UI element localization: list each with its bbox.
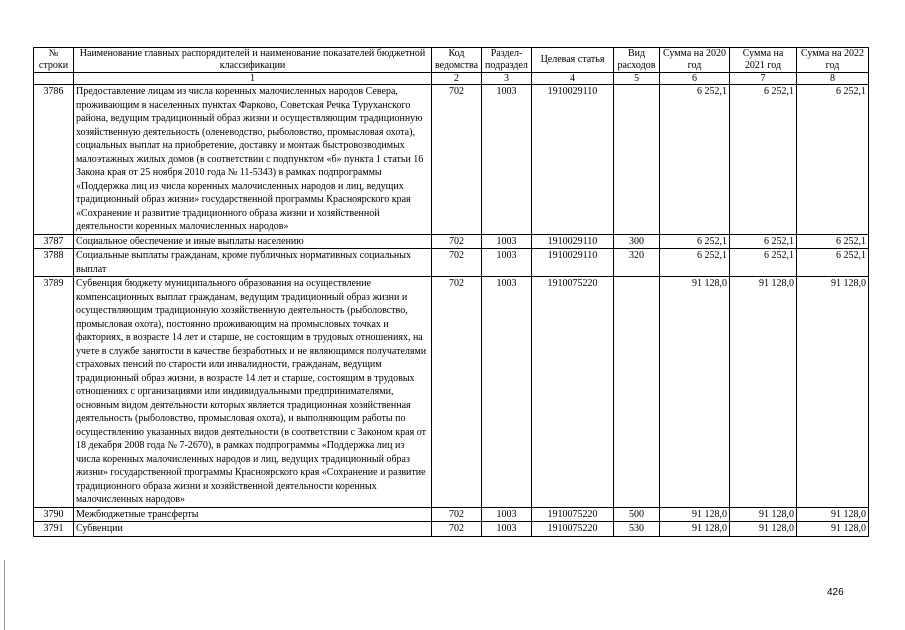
row-target-article: 1910029110 xyxy=(532,85,614,235)
row-expense-type: 530 xyxy=(614,522,660,537)
header-sum-2022: Сумма на 2022 год xyxy=(797,48,869,73)
row-dept-code: 702 xyxy=(432,277,482,508)
table-row xyxy=(34,507,869,522)
page-number: 426 xyxy=(827,587,844,598)
header-section: Раздел-подраздел xyxy=(482,48,532,73)
column-number-row xyxy=(34,73,869,85)
row-name: Социальные выплаты гражданам, кроме публичных нормативных социальных выплат xyxy=(74,249,432,277)
row-dept-code: 702 xyxy=(432,522,482,537)
row-name: Межбюджетные трансферты xyxy=(74,507,432,522)
column-number: 4 xyxy=(532,73,614,85)
row-sum-2021: 6 252,1 xyxy=(730,85,797,235)
row-sum-2021: 6 252,1 xyxy=(730,234,797,249)
column-number: 2 xyxy=(432,73,482,85)
row-target-article: 1910029110 xyxy=(532,234,614,249)
row-sum-2020: 6 252,1 xyxy=(660,234,730,249)
row-sum-2020: 6 252,1 xyxy=(660,249,730,277)
header-name: Наименование главных распорядителей и наименование показателей бюджетной классификации xyxy=(74,48,432,73)
row-number: 3787 xyxy=(34,234,74,249)
table-row xyxy=(34,277,869,508)
row-sum-2020: 91 128,0 xyxy=(660,277,730,508)
column-number: 7 xyxy=(730,73,797,85)
row-target-article: 1910075220 xyxy=(532,507,614,522)
row-dept-code: 702 xyxy=(432,507,482,522)
table-row xyxy=(34,85,869,235)
header-expense-type: Вид расходов xyxy=(614,48,660,73)
header-dept-code: Код ведомства xyxy=(432,48,482,73)
row-number: 3790 xyxy=(34,507,74,522)
row-number: 3791 xyxy=(34,522,74,537)
row-sum-2022: 91 128,0 xyxy=(797,277,869,508)
row-sum-2020: 91 128,0 xyxy=(660,507,730,522)
row-section: 1003 xyxy=(482,277,532,508)
row-number: 3789 xyxy=(34,277,74,508)
row-section: 1003 xyxy=(482,522,532,537)
header-row xyxy=(34,48,869,73)
table-row xyxy=(34,234,869,249)
table-row xyxy=(34,522,869,537)
row-name: Предоставление лицам из числа коренных малочисленных народов Севера, проживающим в населенных пунктах Фарково, Советская Речка Туруханского района, ведущим традиционный образ жизни и осуществляющим традиционную хозяйственную деятельность (оленеводство, рыболовство, промысловая охота), социальных выплат на приобретение, доставку и монтаж быстровозводимых малоэтажных жилых домов (в соответствии с подпунктом «б» пункта 1 статьи 16 Закона края от 25 ноября 2010 года № 11-5343) в рамках подпрограммы «Поддержка лиц из числа коренных малочисленных народов и лиц, ведущих традиционный образ жизни» государственной программы Красноярского края «Сохранение и развитие традиционного образа жизни и хозяйственной деятельности коренных малочисленных народов» xyxy=(74,85,432,235)
column-number: 1 xyxy=(74,73,432,85)
row-sum-2021: 91 128,0 xyxy=(730,507,797,522)
row-dept-code: 702 xyxy=(432,234,482,249)
row-sum-2021: 91 128,0 xyxy=(730,522,797,537)
row-sum-2020: 6 252,1 xyxy=(660,85,730,235)
column-number: 5 xyxy=(614,73,660,85)
row-dept-code: 702 xyxy=(432,249,482,277)
row-target-article: 1910075220 xyxy=(532,522,614,537)
row-sum-2021: 6 252,1 xyxy=(730,249,797,277)
row-name: Субвенция бюджету муниципального образования на осуществление компенсационных выплат гражданам, ведущим традиционный образ жизни и осуществляющим традиционную хозяйственную деятельность (рыболовство, промысловая охота), постоянно проживающим на промысловых точках и факториях, в возрасте 14 лет и старше, не состоящим в трудовых отношениях, на учете в службе занятости в качестве безработных и не являющимся получателями страховых пенсий по старости или инвалидности, гражданам, ведущим традиционный образ жизни, в возрасте 14 лет и старше, состоящим в трудовых отношениях с организациями или индивидуальными предпринимателями, основным видом деятельности которых является традиционная хозяйственная деятельность (рыболовство, промысловая охота), и выполняющим работы по осуществлению указанных видов деятельности (в соответствии с Законом края от 18 декабря 2008 года № 7-2670), в рамках подпрограммы «Поддержка лиц из числа коренных малочисленных народов и лиц, ведущих традиционный образ жизни» государственной программы Красноярского края «Сохранение и развитие традиционного образа жизни и хозяйственной деятельности коренных малочисленных народов» xyxy=(74,277,432,508)
row-dept-code: 702 xyxy=(432,85,482,235)
row-sum-2022: 6 252,1 xyxy=(797,249,869,277)
row-section: 1003 xyxy=(482,234,532,249)
row-expense-type: 300 xyxy=(614,234,660,249)
header-sum-2020: Сумма на 2020 год xyxy=(660,48,730,73)
column-number: 3 xyxy=(482,73,532,85)
scan-edge-line xyxy=(4,560,5,630)
row-sum-2022: 91 128,0 xyxy=(797,507,869,522)
row-sum-2020: 91 128,0 xyxy=(660,522,730,537)
row-name: Социальное обеспечение и иные выплаты населению xyxy=(74,234,432,249)
row-expense-type: 500 xyxy=(614,507,660,522)
row-section: 1003 xyxy=(482,85,532,235)
header-row-number-blank xyxy=(34,73,74,85)
row-target-article: 1910075220 xyxy=(532,277,614,508)
row-sum-2021: 91 128,0 xyxy=(730,277,797,508)
row-target-article: 1910029110 xyxy=(532,249,614,277)
row-expense-type: 320 xyxy=(614,249,660,277)
row-expense-type xyxy=(614,85,660,235)
table-row xyxy=(34,249,869,277)
header-row-number: № строки xyxy=(34,48,74,73)
row-sum-2022: 6 252,1 xyxy=(797,85,869,235)
row-expense-type xyxy=(614,277,660,508)
row-number: 3788 xyxy=(34,249,74,277)
row-section: 1003 xyxy=(482,507,532,522)
row-name: Субвенции xyxy=(74,522,432,537)
row-sum-2022: 91 128,0 xyxy=(797,522,869,537)
row-section: 1003 xyxy=(482,249,532,277)
column-number: 6 xyxy=(660,73,730,85)
header-target-article: Целевая статья xyxy=(532,48,614,73)
budget-table xyxy=(33,47,869,537)
column-number: 8 xyxy=(797,73,869,85)
row-sum-2022: 6 252,1 xyxy=(797,234,869,249)
row-number: 3786 xyxy=(34,85,74,235)
header-sum-2021: Сумма на 2021 год xyxy=(730,48,797,73)
